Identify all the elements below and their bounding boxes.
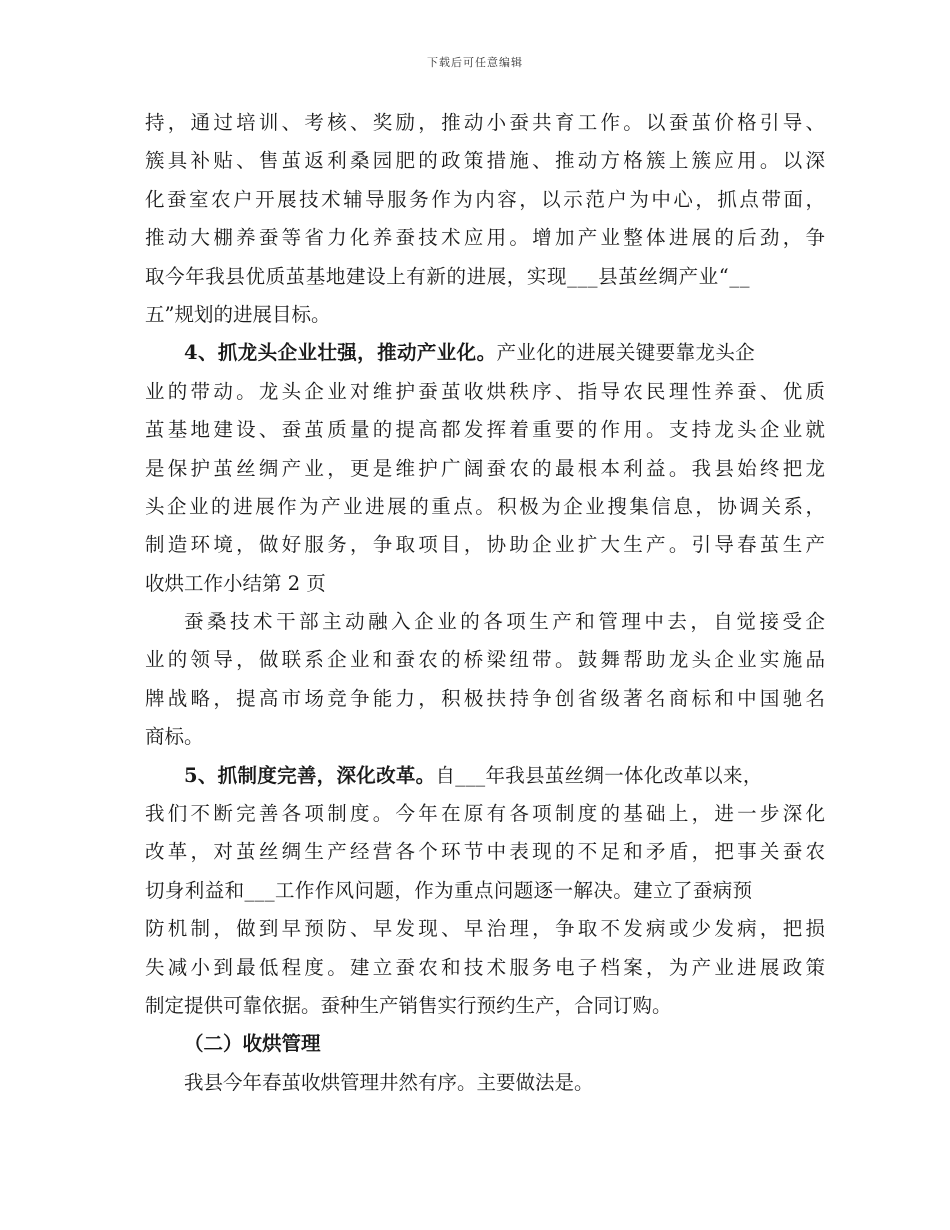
- text-line: 推动大棚养蚕等省力化养蚕技术应用。增加产业整体进展的后劲，争: [145, 226, 825, 250]
- text-line: [145, 757, 825, 795]
- section-heading: （二）收烘管理: [184, 1032, 321, 1056]
- text-line: 簇具补贴、售茧返利桑园肥的政策措施、推动方格簇上簇应用。以深: [145, 149, 825, 173]
- text-line: 茧基地建设、蚕茧质量的提高都发挥着重要的作用。支持龙头企业就: [145, 418, 825, 442]
- text-line: 失减小到最低程度。建立蚕农和技术服务电子档案，为产业进展政策: [145, 955, 825, 979]
- document-body: [145, 104, 825, 1102]
- text-line: 头企业的进展作为产业进展的重点。积极为企业搜集信息，协调关系，: [145, 494, 825, 518]
- fill-blank: ___: [567, 264, 599, 288]
- paragraph-lead-heading: 5、抓制度完善，深化改革。: [184, 763, 436, 787]
- text-segment: 县茧丝绸产业“: [598, 264, 730, 288]
- text-line: 蚕桑技术干部主动融入企业的各项生产和管理中去，自觉接受企: [184, 610, 825, 634]
- fill-blank: __: [729, 264, 751, 288]
- text-line: 牌战略，提高市场竞争能力，积极扶持争创省级著名商标和中国驰名: [145, 686, 825, 710]
- text-line: 我们不断完善各项制度。今年在原有各项制度的基础上，进一步深化: [145, 802, 825, 826]
- text-line: 商标。: [145, 725, 204, 749]
- text-line: 收烘工作小结第 2 页: [145, 571, 326, 595]
- text-line: 制造环境，做好服务，争取项目，协助企业扩大生产。引导春茧生产: [145, 533, 825, 557]
- fill-blank: ___: [244, 878, 275, 902]
- text-segment: 切身利益和: [145, 878, 245, 902]
- text-line: [145, 258, 825, 296]
- fill-blank: ___: [455, 763, 486, 787]
- text-segment: 产业化的进展关键要靠龙头企: [496, 341, 756, 365]
- text-line: 防机制，做到早预防、早发现、早治理，争取不发病或少发病，把损: [145, 917, 825, 941]
- text-segment: 自: [435, 763, 456, 787]
- paragraph-lead-heading: 4、抓龙头企业壮强，推动产业化。: [184, 341, 497, 365]
- text-line: [145, 872, 825, 910]
- text-line: 制定提供可靠依据。蚕种生产销售实行预约生产，合同订购。: [145, 993, 672, 1017]
- text-line: 我县今年春茧收烘管理井然有序。主要做法是。: [184, 1070, 594, 1094]
- text-line: 化蚕室农户开展技术辅导服务作为内容，以示范户为中心，抓点带面，: [145, 187, 825, 211]
- text-line: 业的带动。龙头企业对维护蚕茧收烘秩序、指导农民理性养蚕、优质: [145, 379, 825, 403]
- page-header: 下载后可任意编辑: [427, 56, 523, 69]
- text-line: [145, 334, 825, 372]
- text-segment: 取今年我县优质茧基地建设上有新的进展，实现: [145, 264, 568, 288]
- text-line: 改革，对茧丝绸生产经营各个环节中表现的不足和矛盾，把事关蚕农: [145, 840, 825, 864]
- text-line: 业的领导，做联系企业和蚕农的桥梁纽带。鼓舞帮助龙头企业实施品: [145, 648, 825, 672]
- text-segment: 年我县茧丝绸一体化改革以来，: [485, 763, 763, 787]
- text-line: 是保护茧丝绸产业，更是维护广阔蚕农的最根本利益。我县始终把龙: [145, 456, 825, 480]
- text-line: 五”规划的进展目标。: [145, 302, 331, 326]
- text-line: 持，通过培训、考核、奖励，推动小蚕共育工作。以蚕茧价格引导、: [145, 111, 825, 134]
- text-segment: 工作作风问题，作为重点问题逐一解决。建立了蚕病预: [274, 878, 753, 902]
